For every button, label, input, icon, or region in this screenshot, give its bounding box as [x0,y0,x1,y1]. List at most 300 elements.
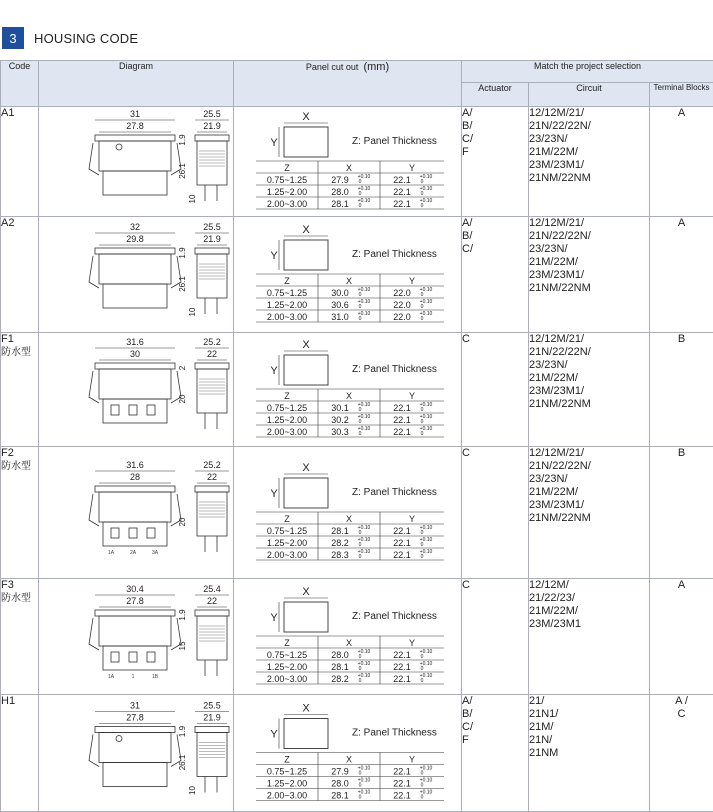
housing-code: A1 [1,107,38,120]
front-flange [95,363,175,369]
actuator-cell [462,447,529,579]
circuit-line: 23/23N/ [529,473,649,486]
cutout-col-z: Z [284,755,290,765]
code-cell [1,579,39,695]
circuit-line: 23M/23M1 [529,618,649,631]
cutout-y-tolerance-zero: 0 [421,203,424,209]
cutout-y-tolerance-zero: 0 [421,654,424,660]
section-title: HOUSING CODE [34,31,138,46]
cutout-z-value: 0.75~1.25 [267,403,307,413]
cutout-x-tolerance-plus: +0.10 [358,766,371,772]
front-lower-body [103,284,167,308]
cutout-x-tolerance-plus: +0.10 [358,174,371,180]
cutout-x-tolerance-zero: 0 [359,316,362,322]
front-lower-body [103,763,167,787]
terminal-line: B [650,447,713,460]
housing-diagram [39,695,233,806]
section-header [2,26,138,50]
cutout-x-tolerance-plus: +0.10 [358,525,371,531]
cutout-x-label: X [302,462,310,474]
circuit-line: 21NM [529,747,649,760]
cutout-x-value: 28.0 [331,187,349,197]
cutout-x-tolerance-plus: +0.10 [358,426,371,432]
cutout-y-tolerance-plus: +0.10 [420,549,433,555]
circuit-line: 21M/22M/ [529,372,649,385]
cutout-x-value: 28.1 [331,199,349,209]
cutout-y-label: Y [270,612,278,624]
cutout-x-tolerance-zero: 0 [359,203,362,209]
housing-diagram [39,217,233,327]
dim-side-outer: 25.2 [203,460,221,470]
panel-cutout-figure [234,447,461,573]
front-lower-body [103,171,167,195]
cutout-x-tolerance-zero: 0 [359,795,362,801]
circuit-cell [529,447,650,579]
circuit-line: 21N/22/22N/ [529,460,649,473]
terminal-tab [111,652,119,662]
dim-side-outer: 25.5 [203,222,221,232]
cutout-y-value: 22.1 [393,403,411,413]
cutout-x-tolerance-zero: 0 [359,654,362,660]
terminal-tab [147,405,155,415]
circuit-line: 12/12M/21/ [529,107,649,120]
actuator-cell [462,107,529,217]
table-row [1,333,713,447]
cutout-x-value: 30.3 [331,427,349,437]
cutout-y-label: Y [270,729,278,741]
cutout-x-tolerance-zero: 0 [359,554,362,560]
cutout-x-tolerance-zero: 0 [359,191,362,197]
cutout-z-value: 0.75~1.25 [267,650,307,660]
cutout-y-value: 22.1 [393,662,411,672]
front-body [99,141,171,171]
actuator-line: A/ [462,695,528,708]
cutout-x-value: 30.2 [331,415,349,425]
cutout-col-y: Y [409,514,415,524]
cutout-y-tolerance-zero: 0 [421,530,424,536]
cutout-x-tolerance-plus: +0.10 [358,778,371,784]
cutout-y-value: 22.1 [393,187,411,197]
cutout-y-value: 22.1 [393,538,411,548]
circuit-line: 21NM/22NM [529,398,649,411]
cutout-x-value: 28.1 [331,662,349,672]
dim-inner-width: 28 [130,472,140,482]
cutout-x-value: 28.2 [331,538,349,548]
housing-code: F3 [1,579,38,592]
cutout-x-value: 28.1 [331,791,349,801]
dim-side-inner: 22 [207,596,217,606]
dim-side-inner: 22 [207,349,217,359]
cutout-y-tolerance-plus: +0.10 [420,537,433,543]
circuit-cell [529,217,650,333]
cutout-col-z: Z [284,514,290,524]
cutout-y-tolerance-plus: +0.10 [420,673,433,679]
cutout-y-tolerance-zero: 0 [421,419,424,425]
cutout-x-tolerance-zero: 0 [359,530,362,536]
cutout-y-label: Y [270,488,278,500]
housing-code-table [0,60,713,812]
cutout-x-tolerance-zero: 0 [359,304,362,310]
cutout-col-x: X [346,755,352,765]
cutout-y-value: 22.1 [393,650,411,660]
terminal-line: A [650,107,713,120]
front-body [99,616,171,646]
housing-code: F1 [1,333,38,346]
cutout-col-x: X [346,514,352,524]
cutout-x-tolerance-plus: +0.10 [358,287,371,293]
circuit-line: 23M/23M1/ [529,385,649,398]
diagram-cell [39,447,234,579]
dim-flange-height: 1.9 [178,725,187,737]
cutout-y-tolerance-plus: +0.10 [420,426,433,432]
cutout-z-value: 1.25~2.00 [267,779,307,789]
housing-diagram [39,333,233,441]
panel-cutout-figure [234,107,461,211]
cutout-x-label: X [302,586,310,598]
cutout-y-tolerance-zero: 0 [421,542,424,548]
cutout-y-tolerance-plus: +0.10 [420,287,433,293]
panel-cutout-figure [234,695,461,806]
circuit-cell [529,695,650,812]
pin-label: 1B [152,674,159,680]
cutout-rect [284,127,328,157]
cutout-y-tolerance-plus: +0.10 [420,198,433,204]
cutout-y-tolerance-plus: +0.10 [420,766,433,772]
header-match: Match the project selection [462,61,713,83]
actuator-line: C [462,333,528,346]
actuator-line: A/ [462,107,528,120]
cutout-y-tolerance-plus: +0.10 [420,402,433,408]
cutout-x-tolerance-plus: +0.10 [358,402,371,408]
circuit-line: 23/23N/ [529,133,649,146]
cutout-y-value: 22.1 [393,175,411,185]
actuator-line: C/ [462,243,528,256]
pin-label: 2A [130,550,137,556]
dim-inner-width: 27.8 [126,596,144,606]
cutout-x-label: X [302,339,310,351]
cutout-x-tolerance-zero: 0 [359,419,362,425]
dim-terminal-length: 10 [188,194,197,203]
panel-thickness-label: Z: Panel Thickness [352,136,437,147]
terminal-cell [650,579,713,695]
cutout-x-label: X [302,111,310,123]
cutout-col-x: X [346,163,352,173]
cutout-x-tolerance-plus: +0.10 [358,790,371,796]
cutout-y-tolerance-plus: +0.10 [420,311,433,317]
cutout-y-label: Y [270,365,278,377]
cutout-x-label: X [302,224,310,236]
cutout-rect [284,355,328,385]
cutout-x-tolerance-plus: +0.10 [358,186,371,192]
cutout-x-tolerance-plus: +0.10 [358,414,371,420]
cutout-y-tolerance-zero: 0 [421,795,424,801]
side-flange [195,135,229,141]
circuit-line: 21M/22M/ [529,605,649,618]
cutout-x-tolerance-plus: +0.10 [358,673,371,679]
cutout-x-value: 28.3 [331,550,349,560]
cutout-x-tolerance-zero: 0 [359,292,362,298]
left-clip [89,256,99,288]
header-terminal-blocks: Terminal Blocks [650,83,713,107]
cutout-y-tolerance-plus: +0.10 [420,790,433,796]
section-number-badge: 3 [2,27,24,49]
dim-flange-height: 1.9 [178,134,187,146]
circuit-line: 21NM/22NM [529,282,649,295]
cutout-x-label: X [302,703,310,715]
actuator-line: C [462,579,528,592]
cutout-z-value: 1.25~2.00 [267,538,307,548]
front-flange [95,135,175,141]
table-row [1,107,713,217]
cutout-y-tolerance-zero: 0 [421,316,424,322]
front-flange [95,727,175,733]
dim-outer-width: 30.4 [126,584,144,594]
dim-outer-width: 31 [130,109,140,119]
cutout-y-tolerance-plus: +0.10 [420,525,433,531]
waterproof-label: 防水型 [1,592,38,605]
cutout-z-value: 2.00~3.00 [267,199,307,209]
circuit-line: 21M/ [529,721,649,734]
side-flange [195,610,229,616]
cutout-x-tolerance-zero: 0 [359,666,362,672]
front-flange [95,610,175,616]
terminal-tab [147,652,155,662]
cutout-y-tolerance-zero: 0 [421,179,424,185]
actuator-line: B/ [462,120,528,133]
front-flange [95,248,175,254]
circuit-cell [529,333,650,447]
terminal-cell [650,695,713,812]
terminal-line: A [650,579,713,592]
dim-outer-width: 31 [130,701,140,711]
cutout-x-value: 30.1 [331,403,349,413]
code-cell [1,447,39,579]
dim-side-inner: 21.9 [203,713,221,723]
cutout-z-value: 1.25~2.00 [267,300,307,310]
terminal-tab [111,405,119,415]
cutout-col-z: Z [284,163,290,173]
circuit-line: 23M/23M1/ [529,499,649,512]
panel-cutout-cell [234,333,462,447]
actuator-line: B/ [462,708,528,721]
panel-thickness-label: Z: Panel Thickness [352,728,437,739]
cutout-y-value: 22.1 [393,674,411,684]
panel-cutout-figure [234,579,461,689]
cutout-x-tolerance-zero: 0 [359,771,362,777]
diagram-cell [39,695,234,812]
table-row [1,579,713,695]
circuit-line: 23/23N/ [529,359,649,372]
circuit-line: 21N/22/22N/ [529,120,649,133]
circuit-line: 12/12M/21/ [529,447,649,460]
panel-cutout-cell [234,107,462,217]
dim-side-outer: 25.5 [203,701,221,711]
cutout-y-value: 22.1 [393,791,411,801]
cutout-y-value: 22.1 [393,779,411,789]
cutout-x-tolerance-plus: +0.10 [358,299,371,305]
cutout-x-tolerance-plus: +0.10 [358,549,371,555]
side-flange [195,486,229,492]
panel-cutout-cell [234,695,462,812]
cutout-y-value: 22.1 [393,767,411,777]
cutout-y-value: 22.0 [393,300,411,310]
cutout-y-tolerance-plus: +0.10 [420,778,433,784]
dim-side-outer: 25.2 [203,337,221,347]
dim-body-height: 26.1 [178,754,187,770]
actuator-line: A/ [462,217,528,230]
left-clip [89,371,99,403]
circuit-line: 21/22/23/ [529,592,649,605]
housing-diagram [39,447,233,573]
circuit-line: 21NM/22NM [529,172,649,185]
actuator-cell [462,695,529,812]
mount-hole [116,144,122,150]
cutout-x-tolerance-zero: 0 [359,678,362,684]
circuit-line: 21N/22/22N/ [529,346,649,359]
header-unit: (mm) [363,61,389,73]
front-body [99,733,171,763]
actuator-line: F [462,146,528,159]
circuit-line: 12/12M/21/ [529,333,649,346]
terminal-line: C [650,708,713,721]
cutout-y-tolerance-plus: +0.10 [420,649,433,655]
cutout-z-value: 2.00~3.00 [267,427,307,437]
cutout-y-tolerance-plus: +0.10 [420,174,433,180]
left-clip [89,735,99,767]
table-row [1,217,713,333]
cutout-col-y: Y [409,755,415,765]
actuator-line: C/ [462,133,528,146]
circuit-line: 23/23N/ [529,243,649,256]
code-cell [1,107,39,217]
dim-body-height: 20 [178,394,187,403]
dim-body-height: 26.1 [178,163,187,179]
cutout-y-tolerance-zero: 0 [421,191,424,197]
mount-hole [116,736,122,742]
cutout-y-tolerance-plus: +0.10 [420,299,433,305]
cutout-y-tolerance-plus: +0.10 [420,661,433,667]
header-panel-cutout [234,61,462,107]
left-clip [89,143,99,175]
dim-outer-width: 32 [130,222,140,232]
cutout-col-z: Z [284,638,290,648]
dim-terminal-length: 10 [188,307,197,316]
terminal-line: A / [650,695,713,708]
circuit-line: 21NM/22NM [529,512,649,525]
housing-code: A2 [1,217,38,230]
cutout-x-tolerance-plus: +0.10 [358,537,371,543]
pin-label: 1 [132,674,135,680]
terminal-line: B [650,333,713,346]
pin-label: 1A [108,674,115,680]
cutout-rect [284,478,328,508]
dim-side-outer: 25.5 [203,109,221,119]
cutout-z-value: 2.00~3.00 [267,791,307,801]
housing-code: F2 [1,447,38,460]
circuit-line: 21M/22M/ [529,256,649,269]
circuit-cell [529,579,650,695]
front-flange [95,486,175,492]
terminal-cell [650,333,713,447]
cutout-x-value: 31.0 [331,312,349,322]
cutout-col-y: Y [409,163,415,173]
dim-side-inner: 21.9 [203,121,221,131]
front-body [99,369,171,399]
side-flange [195,248,229,254]
cutout-col-z: Z [284,276,290,286]
cutout-x-value: 30.0 [331,288,349,298]
front-lower-body [103,646,167,670]
panel-cutout-cell [234,217,462,333]
table-row [1,447,713,579]
actuator-line: C/ [462,721,528,734]
circuit-line: 21N/22/22N/ [529,230,649,243]
cutout-col-x: X [346,391,352,401]
dim-body-height: 20 [178,517,187,526]
side-flange [195,727,229,733]
housing-code: H1 [1,695,38,708]
cutout-x-value: 28.0 [331,779,349,789]
circuit-line: 21M/22M/ [529,146,649,159]
terminal-cell [650,217,713,333]
panel-thickness-label: Z: Panel Thickness [352,611,437,622]
cutout-y-tolerance-zero: 0 [421,304,424,310]
left-clip [89,494,99,526]
dim-outer-width: 31.6 [126,460,144,470]
left-clip [89,618,99,650]
front-lower-body [103,399,167,423]
panel-cutout-cell [234,579,462,695]
diagram-cell [39,579,234,695]
actuator-cell [462,579,529,695]
housing-diagram [39,107,233,211]
cutout-y-tolerance-zero: 0 [421,554,424,560]
cutout-y-tolerance-zero: 0 [421,666,424,672]
cutout-y-value: 22.1 [393,199,411,209]
diagram-cell [39,107,234,217]
actuator-line: F [462,734,528,747]
dim-inner-width: 27.8 [126,121,144,131]
header-panel-cutout-label: Panel cut out [306,62,359,72]
diagram-cell [39,217,234,333]
cutout-col-y: Y [409,391,415,401]
cutout-y-label: Y [270,250,278,262]
panel-thickness-label: Z: Panel Thickness [352,364,437,375]
cutout-x-tolerance-zero: 0 [359,179,362,185]
cutout-z-value: 2.00~3.00 [267,312,307,322]
cutout-z-value: 2.00~3.00 [267,674,307,684]
circuit-line: 21M/22M/ [529,486,649,499]
front-body [99,254,171,284]
terminal-tab [129,528,137,538]
cutout-z-value: 2.00~3.00 [267,550,307,560]
cutout-y-tolerance-plus: +0.10 [420,414,433,420]
dim-inner-width: 27.8 [126,713,144,723]
header-diagram: Diagram [39,61,234,107]
panel-cutout-figure [234,333,461,441]
panel-cutout-cell [234,447,462,579]
front-lower-body [103,522,167,546]
circuit-line: 21/ [529,695,649,708]
terminal-cell [650,107,713,217]
cutout-x-tolerance-plus: +0.10 [358,661,371,667]
header-code: Code [1,61,39,107]
table-row [1,695,713,812]
cutout-y-value: 22.1 [393,427,411,437]
cutout-x-value: 28.2 [331,674,349,684]
cutout-y-tolerance-zero: 0 [421,783,424,789]
cutout-z-value: 0.75~1.25 [267,526,307,536]
